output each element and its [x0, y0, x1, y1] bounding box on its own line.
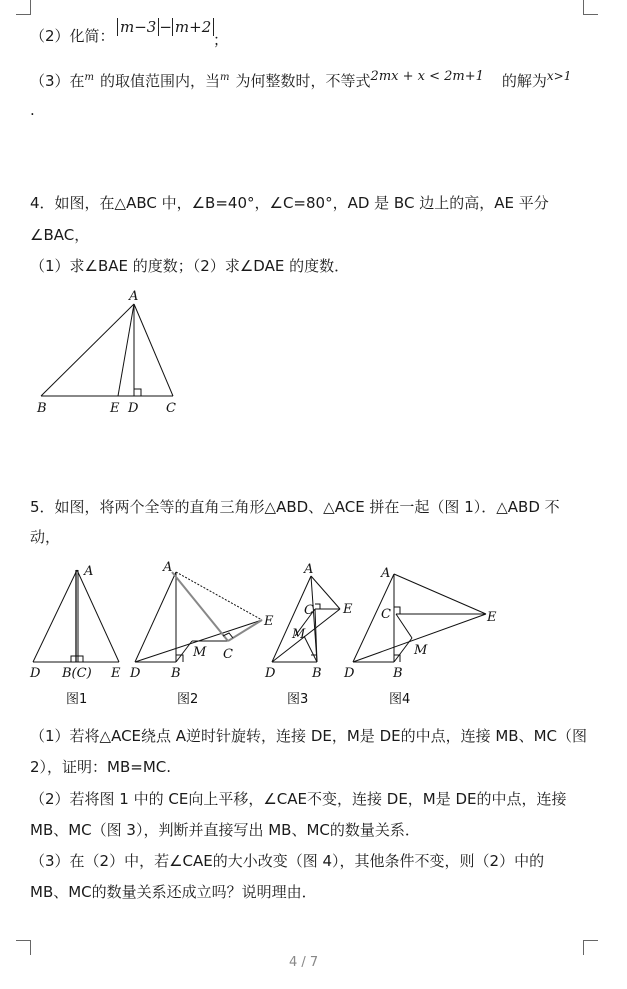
fig4-caption: 图4: [389, 692, 411, 707]
abs-value-a: m−3: [117, 18, 159, 36]
q3-part3-text1: 的取值范围内，当: [100, 72, 221, 90]
q3-part2-label: （2）化简：: [30, 27, 115, 45]
fig2-label-c: C: [223, 647, 233, 662]
fig2-caption: 图2: [177, 692, 199, 707]
fig4-label-d: D: [344, 666, 355, 681]
q5-part2-line1: （2）若将图 1 中的 CE向上平移，∠CAE不变，连接 DE，M是 DE的中点，连接: [30, 790, 567, 808]
q5-part1-line1: （1）若将△ACE绕点 A逆时针旋转，连接 DE，M是 DE的中点，连接 MB、MC（图: [30, 727, 588, 745]
fig3-caption: 图3: [287, 692, 309, 707]
fig3-label-c: C: [304, 603, 314, 618]
label-b: B: [37, 401, 47, 416]
q3-part3-text3: 的解为: [501, 72, 547, 90]
var-m-2: m: [220, 72, 230, 83]
fig1-label-a: A: [84, 564, 94, 579]
q4-line3: （1）求∠BAE 的度数；（2）求∠DAE 的度数．: [30, 257, 350, 275]
fig2-label-a: A: [163, 560, 173, 575]
var-m-1: m: [84, 72, 95, 83]
q5-line1: 5．如图，将两个全等的直角三角形△ABD、△ACE 拼在一起（图 1）．△ABD 不: [30, 498, 560, 516]
fig3-label-d: D: [265, 666, 276, 681]
label-e: E: [110, 401, 120, 416]
fig4-label-m: M: [414, 643, 428, 658]
fig3-label-b: B: [312, 666, 322, 681]
q4-line1: 4．如图，在△ABC 中，∠B=40°，∠C=80°，AD 是 BC 边上的高，AE 平分: [30, 194, 549, 212]
q5-line2: 动，: [30, 528, 61, 546]
q3-part3-text2: 为何整数时，不等式: [235, 72, 371, 90]
fig1-label-d: D: [30, 666, 41, 681]
fig1-label-bc: B(C): [62, 666, 92, 681]
q5-part1-line2: 2），证明：MB=MC.: [30, 758, 172, 776]
solution-expression: x>1: [546, 69, 572, 83]
label-d: D: [128, 401, 139, 416]
q5-part3-line2: MB、MC的数量关系还成立吗？说明理由．: [30, 883, 317, 901]
fig3-label-a: A: [304, 562, 314, 577]
abs-value-b: m+2: [172, 18, 214, 36]
fig2-label-m: M: [193, 645, 207, 660]
figure-3: [272, 576, 340, 662]
fig3-label-e: E: [343, 602, 353, 617]
q3-part3-dot: .: [30, 101, 35, 119]
fig4-label-c: C: [381, 607, 391, 622]
fig4-label-a: A: [381, 566, 391, 581]
fig1-caption: 图1: [66, 692, 88, 707]
q3-part2-end: ；: [213, 31, 229, 49]
fig2-label-b: B: [171, 666, 181, 681]
q5-part3-line1: （3）在（2）中，若∠CAE的大小改变（图 4），其他条件不变，则（2）中的: [30, 852, 545, 870]
fig4-label-e: E: [487, 610, 497, 625]
figure-1: [33, 570, 119, 662]
fig1-label-e: E: [111, 666, 121, 681]
q3-part3-label: （3）在: [30, 72, 85, 90]
label-c: C: [166, 401, 176, 416]
q4-line2: ∠BAC，: [30, 226, 90, 244]
minus-sign: −: [159, 18, 172, 36]
page-number: 4 / 7: [289, 955, 319, 970]
fig3-label-m: M: [292, 627, 306, 642]
inequality-expression: 2mx + x < 2m+1: [370, 69, 484, 84]
label-a: A: [129, 289, 139, 304]
fig2-label-e: E: [264, 614, 274, 629]
fig2-label-d: D: [130, 666, 141, 681]
fig4-label-b: B: [393, 666, 403, 681]
q5-part2-line2: MB、MC（图 3），判断并直接写出 MB、MC的数量关系．: [30, 821, 420, 839]
